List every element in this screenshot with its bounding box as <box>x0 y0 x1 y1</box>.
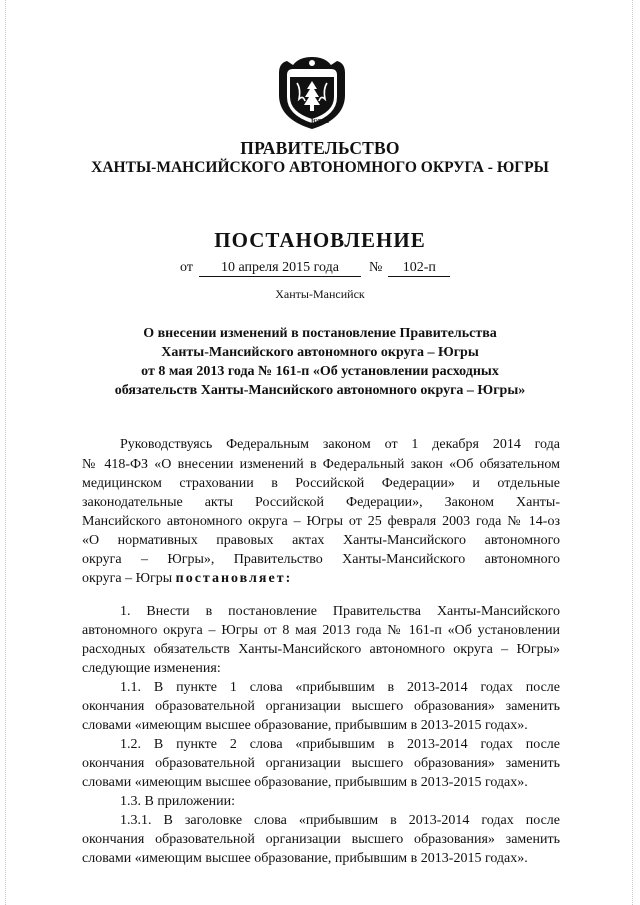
body-line: 1. Внести в постановление Правительства Ханты-Мансийского <box>120 604 560 619</box>
body-line: 1.1. В пункте 1 слова «прибывшим в 2013-2014 годах после <box>120 680 560 695</box>
body-line: 1.3.1. В заголовке слова «прибывшим в 2013-2014 годах после <box>120 813 560 828</box>
preamble-last-line <box>82 569 560 588</box>
region-title: ХАНТЫ-МАНСИЙСКОГО АВТОНОМНОГО ОКРУГА - ЮГРЫ <box>91 159 549 176</box>
number-prefix: № <box>368 260 383 275</box>
body-line: окончания образовательной организации высшего образования» заменить <box>82 699 560 714</box>
title-line: от 8 мая 2013 года № 161-п «Об установлении расходных <box>141 364 499 379</box>
government-title: ПРАВИТЕЛЬСТВО <box>240 138 400 158</box>
title-line: О внесении изменений в постановление Правительства <box>143 326 497 341</box>
city-name: Ханты-Мансийск <box>275 287 365 301</box>
title-line: обязательств Ханты-Мансийского автономного округа – Югры» <box>114 383 526 398</box>
body-line: 1.2. В пункте 2 слова «прибывшим в 2013-2014 годах после <box>120 737 560 752</box>
document-date: 10 апреля 2015 года <box>199 260 361 277</box>
body-line: словами «имеющим высшее образование, прибывшим в 2013-2015 годах». <box>82 718 528 733</box>
body-line: следующие изменения: <box>82 661 221 676</box>
date-number-line <box>180 260 480 277</box>
preamble-line: законодательные акты Российской Федерации», Законом Ханты- <box>82 495 560 510</box>
date-prefix: от <box>180 260 193 275</box>
preamble-line: округа – Югры», Правительство Ханты-Мансийского автономного <box>82 552 560 567</box>
body-line: словами «имеющим высшее образование, прибывшим в 2013-2015 годах». <box>82 775 528 790</box>
scan-edge-left <box>5 0 6 905</box>
body-line: 1.3. В приложении: <box>120 794 236 809</box>
body-line: словами «имеющим высшее образование, прибывшим в 2013-2015 годах». <box>82 851 528 866</box>
emblem-caption: ЮГРА <box>311 119 329 125</box>
preamble-line: Руководствуясь Федеральным законом от 1 декабря 2014 года <box>120 437 560 452</box>
body-line: окончания образовательной организации высшего образования» заменить <box>82 832 560 847</box>
body-line: расходных обязательств Ханты-Мансийского автономного округа – Югры» <box>82 642 560 657</box>
title-line: Ханты-Мансийского автономного округа – Югры <box>161 345 479 360</box>
preamble-line: № 418-ФЗ «О внесении изменений в Федеральный закон «Об обязательном <box>82 457 560 472</box>
scan-edge-right <box>632 0 633 905</box>
resolves-word: постановляет: <box>175 571 293 586</box>
body-line: окончания образовательной организации высшего образования» заменить <box>82 756 560 771</box>
preamble-line: Мансийского автономного округа – Югры от 25 февраля 2003 года № 14-оз <box>82 514 560 529</box>
body-line: автономного округа – Югры от 8 мая 2013 года № 161-п «Об установлении <box>82 623 560 638</box>
document-type: ПОСТАНОВЛЕНИЕ <box>214 228 426 252</box>
preamble-line: медицинском страховании в Российской Федерации» и отдельные <box>82 476 560 491</box>
preamble-line: «О нормативных правовых актах Ханты-Мансийского автономного <box>82 533 560 548</box>
document-number: 102-п <box>388 260 450 277</box>
document-title <box>60 324 580 400</box>
preamble-line-prefix: округа – Югры <box>82 571 173 586</box>
